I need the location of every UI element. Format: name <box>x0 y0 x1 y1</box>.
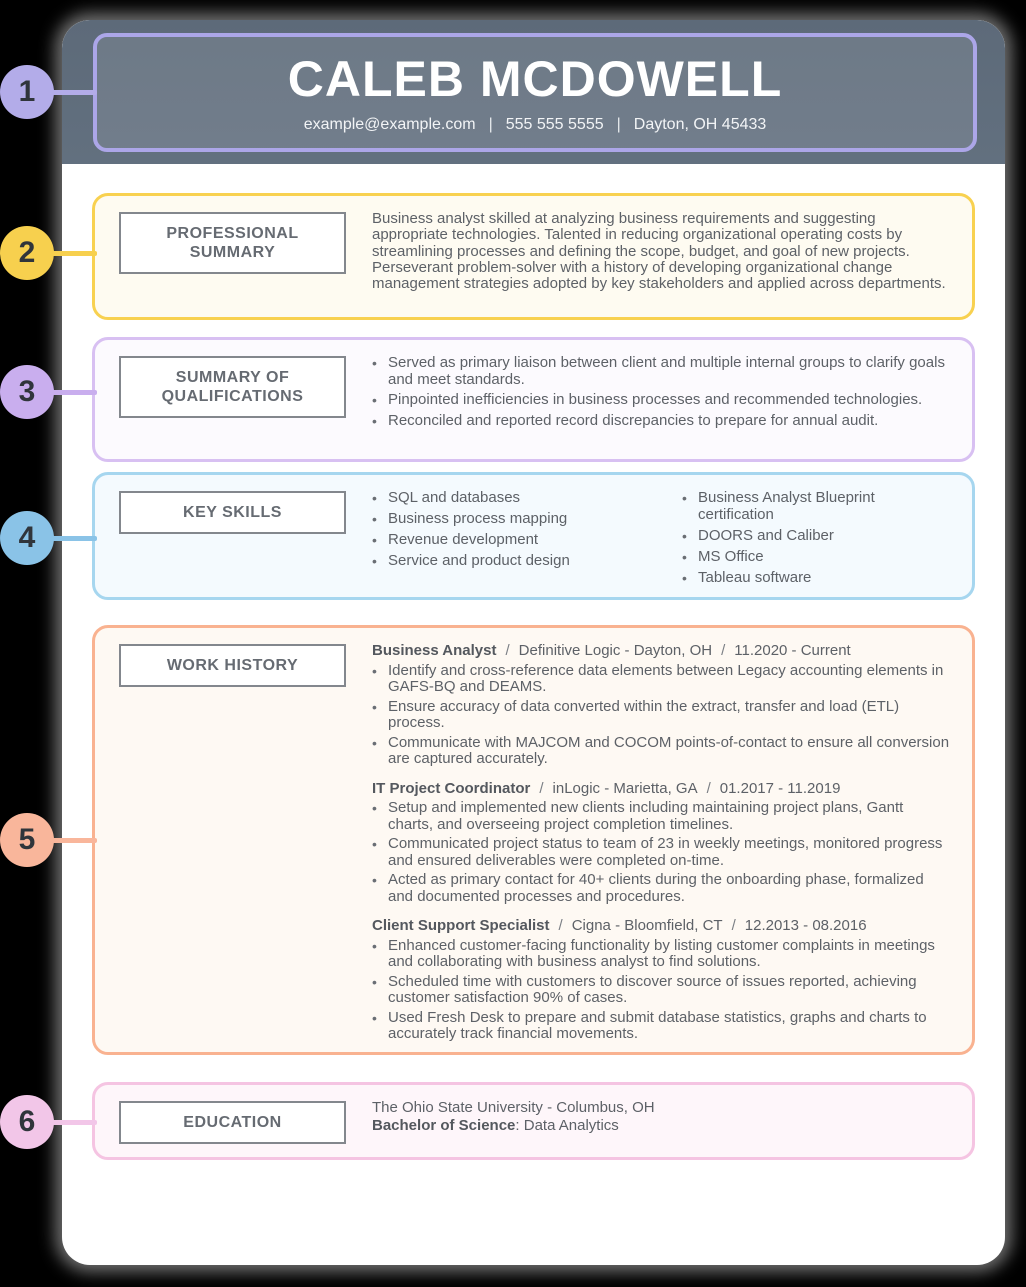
bullet-icon: • <box>372 490 377 506</box>
list-item: • Used Fresh Desk to prepare and submit database statistics, graphs and charts to accurately track financial movements. <box>372 1008 927 1042</box>
marker-6-connector <box>48 1120 97 1125</box>
work-history-content <box>372 642 958 1042</box>
contact-email: example@example.com <box>303 115 476 133</box>
header-name-box <box>93 33 977 152</box>
job-title: Business Analyst <box>372 642 497 659</box>
bullet-icon: • <box>372 532 377 548</box>
list-item: • MS Office <box>682 547 764 565</box>
skills-column-1 <box>372 490 682 591</box>
marker-5-badge <box>0 813 54 867</box>
bullet-icon: • <box>372 973 377 990</box>
bullet-icon: • <box>372 734 377 751</box>
marker-3-badge <box>0 365 54 419</box>
education-degree: Bachelor of Science <box>372 1116 516 1134</box>
list-item: • Communicate with MAJCOM and COCOM points-of-contact to ensure all conversion are captured accurately. <box>372 733 950 767</box>
professional-summary-content <box>372 210 958 307</box>
job-heading <box>372 781 950 798</box>
section-label-column <box>107 354 372 449</box>
list-item: • Acted as primary contact for 40+ clients during the onboarding phase, formalized and documented processes and procedures. <box>372 871 924 905</box>
marker-1-badge <box>0 65 54 119</box>
marker-4-connector <box>48 536 97 541</box>
heading-separator: / <box>731 917 736 934</box>
bullet-icon: • <box>372 1009 377 1026</box>
section-label-work-history: WORK HISTORY <box>119 644 346 687</box>
list-item: • Communicated project status to team of 23 in weekly meetings, monitored progress and ensured deliverables were completed on-time. <box>372 835 943 869</box>
bullet-icon: • <box>682 548 687 565</box>
section-label-professional-summary: PROFESSIONAL SUMMARY <box>119 212 346 274</box>
contact-separator: | <box>488 115 493 133</box>
resume-page <box>62 20 1005 1265</box>
marker-6-number: 6 <box>18 1105 36 1138</box>
list-item: • Service and product design <box>372 552 570 569</box>
key-skills-content <box>372 489 958 587</box>
contact-line <box>304 116 767 134</box>
marker-3-connector <box>48 390 97 395</box>
bullet-icon: • <box>372 511 377 527</box>
section-label-column <box>107 210 372 307</box>
section-label-education: EDUCATION <box>119 1101 346 1144</box>
marker-5-number: 5 <box>18 823 36 856</box>
resume-header-banner <box>62 20 1005 164</box>
education-school: The Ohio State University - Columbus, OH <box>372 1099 655 1116</box>
professional-summary-text: Business analyst skilled at analyzing business requirements and suggesting appropriate technologies. Talented in reducing organizational operating costs by streamlining processes and defining the scope, budget, and goal of new projects. Perseverant problem-solver with a history of developing organizational change management strategies adopted by key stakeholders and applied across departments. <box>372 210 946 293</box>
marker-4-badge <box>0 511 54 565</box>
section-key-skills <box>92 472 975 600</box>
job-dates: 11.2020 - Current <box>734 642 851 659</box>
section-label-key-skills: KEY SKILLS <box>119 491 346 534</box>
heading-separator: / <box>706 779 711 797</box>
section-label-column <box>107 642 372 1042</box>
bullet-icon: • <box>372 698 377 715</box>
job-entry <box>372 781 950 906</box>
qualifications-content <box>372 354 958 449</box>
bullet-icon: • <box>682 490 687 506</box>
education-degree-line <box>372 1118 950 1135</box>
list-item: • Pinpointed inefficiencies in business processes and recommended technologies. <box>372 391 923 408</box>
section-work-history <box>92 625 975 1055</box>
marker-2-number: 2 <box>18 236 36 269</box>
list-item: • DOORS and Caliber <box>682 526 834 544</box>
marker-2-connector <box>48 251 97 256</box>
contact-phone: 555 555 5555 <box>505 115 604 133</box>
degree-separator: : <box>515 1116 524 1134</box>
marker-3-number: 3 <box>18 375 36 408</box>
section-label-column <box>107 489 372 587</box>
job-title: Client Support Specialist <box>372 917 550 934</box>
job-dates: 12.2013 - 08.2016 <box>744 917 867 934</box>
section-label-column <box>107 1099 372 1147</box>
list-item: • Served as primary liaison between client and multiple internal groups to clarify goals and meet standards. <box>372 354 945 388</box>
list-item: • Business process mapping <box>372 510 568 527</box>
marker-1-number: 1 <box>18 75 36 108</box>
list-item: • Business Analyst Blueprint certification <box>682 489 875 523</box>
job-heading <box>372 643 950 660</box>
skills-column-2 <box>682 490 950 591</box>
section-education <box>92 1082 975 1160</box>
list-item: • Revenue development <box>372 531 539 548</box>
list-item: • Enhanced customer-facing functionality by listing customer complaints in meetings and collaborating with business analyst to find solutions. <box>372 936 935 970</box>
marker-2-badge <box>0 226 54 280</box>
contact-location: Dayton, OH 45433 <box>633 115 767 133</box>
bullet-icon: • <box>372 937 377 954</box>
list-item: • Reconciled and reported record discrepancies to prepare for annual audit. <box>372 411 879 429</box>
education-field: Data Analytics <box>523 1116 619 1134</box>
bullet-icon: • <box>372 412 377 429</box>
contact-separator: | <box>616 115 621 133</box>
heading-separator: / <box>721 642 726 659</box>
heading-separator: / <box>558 917 563 934</box>
job-company: inLogic - Marietta, GA <box>552 779 698 797</box>
list-item: • SQL and databases <box>372 489 521 506</box>
list-item: • Scheduled time with customers to discover source of issues reported, achieving customer satisfaction 90% of cases. <box>372 972 917 1006</box>
marker-4-number: 4 <box>18 521 36 554</box>
bullet-icon: • <box>372 872 377 888</box>
job-title: IT Project Coordinator <box>372 779 531 797</box>
list-item: • Identify and cross-reference data elements between Legacy accounting elements in GAFS-BQ and DEAMS. <box>372 661 944 695</box>
job-entry <box>372 918 950 1043</box>
bullet-icon: • <box>372 553 377 569</box>
bullet-icon: • <box>372 355 377 371</box>
bullet-icon: • <box>372 836 377 852</box>
section-qualifications <box>92 337 975 462</box>
list-item: • Ensure accuracy of data converted within the extract, transfer and load (ETL) process. <box>372 697 900 731</box>
job-entry <box>372 643 950 768</box>
list-item: • Setup and implemented new clients including maintaining project plans, Gantt charts, and overseeing project completion timelines. <box>372 799 904 833</box>
job-company: Cigna - Bloomfield, CT <box>571 917 723 934</box>
candidate-name: CALEB MCDOWELL <box>287 50 783 107</box>
section-label-qualifications: SUMMARY OF QUALIFICATIONS <box>119 356 346 418</box>
list-item: • Tableau software <box>682 568 812 586</box>
marker-5-connector <box>48 838 97 843</box>
section-professional-summary <box>92 193 975 320</box>
bullet-icon: • <box>372 800 377 816</box>
job-dates: 01.2017 - 11.2019 <box>719 779 841 797</box>
marker-6-badge <box>0 1095 54 1149</box>
job-company: Definitive Logic - Dayton, OH <box>518 642 713 659</box>
heading-separator: / <box>505 642 510 659</box>
bullet-icon: • <box>682 569 687 586</box>
job-heading <box>372 918 950 935</box>
education-content <box>372 1099 958 1147</box>
marker-1-connector <box>48 90 97 95</box>
heading-separator: / <box>539 779 544 797</box>
bullet-icon: • <box>372 392 377 408</box>
bullet-icon: • <box>682 527 687 544</box>
bullet-icon: • <box>372 662 377 679</box>
